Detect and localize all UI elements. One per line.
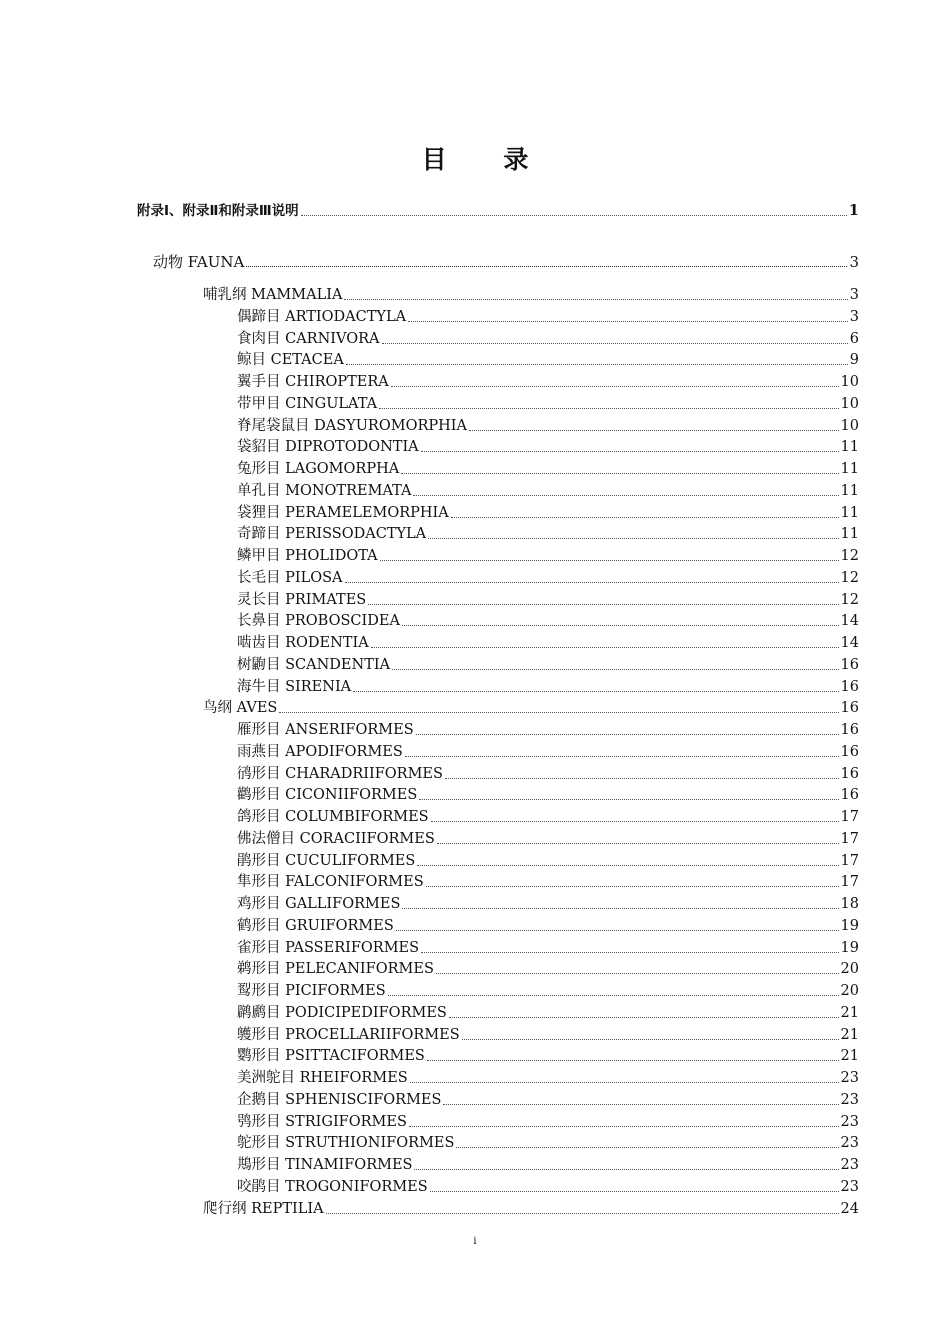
toc-entry[interactable] [237, 482, 859, 500]
toc-entry[interactable] [237, 417, 859, 435]
toc-entry[interactable] [237, 808, 859, 826]
toc-entry-title: 食肉目 CARNIVORA [237, 330, 380, 347]
toc-dot-leader [405, 756, 839, 757]
toc-entry[interactable] [237, 525, 859, 543]
toc-entry-page: 6 [849, 330, 859, 347]
toc-entry-page: 11 [840, 439, 859, 456]
toc-entry-title: 鹳形目 CICONIIFORMES [237, 787, 418, 804]
toc-entry-page: 3 [849, 308, 859, 325]
toc-entry-title: 附录Ⅰ、附录Ⅱ和附录Ⅲ说明 [137, 203, 299, 219]
toc-dot-leader [368, 604, 838, 605]
toc-entry-page: 12 [840, 569, 859, 586]
toc-entry-page: 20 [840, 961, 859, 978]
toc-dot-leader [279, 712, 838, 713]
toc-entry[interactable] [237, 1069, 859, 1087]
toc-entry-page: 16 [840, 678, 859, 695]
toc-entry[interactable] [237, 1004, 859, 1022]
toc-entry[interactable] [237, 1156, 859, 1174]
toc-dot-leader [430, 1191, 839, 1192]
toc-entry-page: 23 [840, 1113, 859, 1130]
toc-entry-title: 企鹅目 SPHENISCIFORMES [237, 1091, 442, 1108]
toc-dot-leader [382, 343, 848, 344]
toc-entry[interactable] [237, 895, 859, 913]
toc-entry[interactable] [237, 982, 859, 1000]
toc-dot-leader [401, 473, 838, 474]
toc-entry[interactable] [237, 460, 859, 478]
toc-dot-leader [388, 995, 839, 996]
toc-entry-page: 11 [840, 482, 859, 499]
toc-entry-page: 3 [849, 287, 859, 303]
toc-entry-title: 雨燕目 APODIFORMES [237, 743, 403, 760]
toc-entry[interactable] [237, 569, 859, 587]
toc-dot-leader [456, 1147, 838, 1148]
toc-entry-page: 9 [849, 352, 859, 369]
toc-dot-leader [419, 799, 838, 800]
toc-dot-leader [469, 430, 839, 431]
toc-dot-leader [408, 321, 848, 322]
toc-dot-leader [410, 1082, 839, 1083]
toc-dot-leader [345, 582, 839, 583]
toc-entry-page: 11 [840, 526, 859, 543]
toc-entry[interactable] [203, 286, 859, 304]
toc-dot-leader [413, 495, 838, 496]
toc-entry-title: 鹈形目 PELECANIFORMES [237, 961, 434, 978]
toc-dot-leader [409, 1126, 839, 1127]
toc-dot-leader [392, 669, 838, 670]
toc-entry-title: 翼手目 CHIROPTERA [237, 374, 389, 390]
toc-entry-page: 12 [840, 591, 859, 608]
toc-entry[interactable] [237, 1178, 859, 1196]
toc-dot-leader [371, 647, 839, 648]
toc-entry[interactable] [237, 873, 859, 891]
toc-entry-page: 18 [840, 896, 859, 912]
toc-entry-page: 20 [840, 983, 859, 999]
toc-entry-page: 3 [849, 253, 859, 271]
toc-entry[interactable] [237, 634, 859, 652]
toc-entry[interactable] [237, 830, 859, 848]
toc-entry-title: 隼形目 FALCONIFORMES [237, 874, 424, 891]
toc-dot-leader [428, 538, 838, 539]
toc-entry-title: 佛法僧目 CORACIIFORMES [237, 830, 435, 847]
toc-dot-leader [417, 865, 838, 866]
toc-dot-leader [326, 1213, 839, 1214]
toc-entry-page: 21 [840, 1004, 859, 1021]
toc-dot-leader [379, 408, 838, 409]
toc-entry-page: 16 [840, 700, 859, 717]
toc-entry-page: 14 [840, 613, 859, 630]
toc-entry-title: 䴙䴘目 PODICIPEDIFORMES [237, 1004, 447, 1021]
toc-entry-title: 单孔目 MONOTREMATA [237, 482, 412, 499]
toc-entry-title: 哺乳纲 MAMMALIA [203, 287, 343, 303]
toc-entry[interactable] [237, 939, 859, 957]
toc-entry-title: 鸻形目 CHARADRIIFORMES [237, 765, 443, 782]
toc-entry[interactable] [237, 721, 859, 739]
toc-entry[interactable] [237, 504, 859, 522]
toc-entry[interactable] [203, 1200, 859, 1218]
toc-entry-title: 袋貂目 DIPROTODONTIA [237, 439, 419, 456]
toc-entry-title: 树鼩目 SCANDENTIA [237, 656, 391, 673]
toc-dot-leader [414, 1169, 838, 1170]
toc-entry[interactable] [237, 351, 859, 369]
toc-entry-page: 16 [840, 656, 859, 673]
toc-entry-title: 鹤形目 GRUIFORMES [237, 917, 394, 934]
toc-entry[interactable] [237, 438, 859, 456]
toc-entry-page: 21 [840, 1048, 859, 1065]
toc-entry-page: 17 [840, 852, 859, 869]
toc-entry-page: 23 [840, 1135, 859, 1152]
toc-entry-title: 啮齿目 RODENTIA [237, 635, 369, 651]
toc-entry-page: 14 [840, 635, 859, 651]
toc-entry[interactable] [237, 308, 859, 326]
toc-entry-title: 鹦形目 PSITTACIFORMES [237, 1048, 425, 1065]
toc-entry-title: 鳞甲目 PHOLIDOTA [237, 548, 378, 564]
toc-entry[interactable] [237, 330, 859, 348]
toc-entry-page: 23 [840, 1157, 859, 1173]
toc-dot-leader [427, 1060, 839, 1061]
toc-dot-leader [443, 1104, 838, 1105]
toc-entry-page: 16 [840, 743, 859, 760]
toc-dot-leader [449, 1017, 839, 1018]
toc-entry[interactable] [237, 1091, 859, 1109]
toc-dot-leader [437, 843, 839, 844]
toc-dot-leader [301, 215, 847, 216]
toc-dot-leader [246, 266, 847, 267]
toc-entry-page: 24 [840, 1200, 859, 1217]
toc-entry-page: 16 [840, 722, 859, 738]
toc-entry-title: 鸵形目 STRUTHIONIFORMES [237, 1135, 455, 1152]
toc-entry-title: 灵长目 PRIMATES [237, 591, 367, 608]
toc-entry-title: 海牛目 SIRENIA [237, 678, 352, 695]
toc-entry-title: 䴕形目 PICIFORMES [237, 983, 386, 999]
toc-entry[interactable] [237, 960, 859, 978]
toc-dot-leader [426, 886, 839, 887]
toc-entry[interactable] [237, 591, 859, 609]
toc-dot-leader [431, 821, 839, 822]
toc-entry-page: 23 [840, 1070, 859, 1086]
toc-entry-title: 鸽形目 COLUMBIFORMES [237, 809, 429, 825]
toc-entry[interactable] [237, 786, 859, 804]
toc-entry[interactable] [237, 1134, 859, 1152]
toc-dot-leader [396, 930, 839, 931]
toc-entry-title: 袋狸目 PERAMELEMORPHIA [237, 504, 449, 521]
toc-entry-page: 23 [840, 1091, 859, 1108]
toc-entry[interactable] [237, 852, 859, 870]
toc-entry[interactable] [237, 1026, 859, 1044]
toc-entry-title: 爬行纲 REPTILIA [203, 1200, 324, 1217]
toc-entry[interactable] [153, 253, 859, 271]
toc-entry-page: 17 [840, 874, 859, 891]
toc-dot-leader [451, 517, 839, 518]
toc-entry[interactable] [237, 917, 859, 935]
toc-entry-title: 鹃形目 CUCULIFORMES [237, 852, 416, 869]
page-title: 目 录 [421, 145, 553, 174]
toc-entry[interactable] [237, 656, 859, 674]
toc-entry[interactable] [237, 612, 859, 630]
toc-entry-title: 偶蹄目 ARTIODACTYLA [237, 308, 407, 325]
toc-dot-leader [344, 299, 847, 300]
toc-entry-title: 鲸目 CETACEA [237, 352, 344, 369]
toc-entry-page: 10 [840, 374, 859, 390]
toc-entry[interactable] [237, 547, 859, 565]
toc-dot-leader [421, 451, 839, 452]
toc-entry[interactable] [237, 743, 859, 761]
toc-entry[interactable] [237, 678, 859, 696]
toc-entry-title: 䳍形目 TINAMIFORMES [237, 1157, 413, 1173]
toc-entry-page: 10 [840, 417, 859, 434]
toc-entry-page: 11 [840, 504, 859, 521]
toc-dot-leader [416, 734, 839, 735]
toc-entry[interactable] [203, 699, 859, 717]
toc-entry-page: 17 [840, 809, 859, 825]
toc-dot-leader [445, 778, 839, 779]
toc-entry-title: 动物 FAUNA [153, 253, 245, 271]
toc-dot-leader [436, 973, 839, 974]
toc-entry[interactable] [137, 202, 859, 220]
toc-dot-leader [421, 952, 838, 953]
toc-entry-title: 雀形目 PASSERIFORMES [237, 939, 420, 956]
toc-dot-leader [402, 908, 838, 909]
toc-entry-title: 带甲目 CINGULATA [237, 395, 378, 412]
toc-dot-leader [353, 691, 838, 692]
toc-entry[interactable] [237, 1047, 859, 1065]
toc-entry[interactable] [237, 1113, 859, 1131]
toc-entry-page: 19 [840, 917, 859, 934]
toc-dot-leader [462, 1039, 839, 1040]
toc-dot-leader [346, 364, 848, 365]
toc-entry-title: 长毛目 PILOSA [237, 569, 343, 586]
toc-entry-page: 12 [840, 548, 859, 564]
toc-entry-page: 19 [840, 939, 859, 956]
toc-dot-leader [380, 560, 839, 561]
toc-entry-page: 11 [840, 461, 859, 477]
toc-entry-title: 鹱形目 PROCELLARIIFORMES [237, 1026, 460, 1043]
toc-entry-page: 16 [840, 787, 859, 804]
toc-entry-page: 17 [840, 830, 859, 847]
page-number: i [473, 1236, 477, 1247]
toc-entry[interactable] [237, 765, 859, 783]
toc-entry-page: 16 [840, 765, 859, 782]
toc-entry-title: 奇蹄目 PERISSODACTYLA [237, 526, 427, 543]
toc-entry-title: 脊尾袋鼠目 DASYUROMORPHIA [237, 417, 467, 434]
toc-entry[interactable] [237, 373, 859, 391]
toc-entry-page: 23 [840, 1178, 859, 1195]
toc-entry-title: 鸟纲 AVES [203, 700, 278, 717]
toc-dot-leader [391, 386, 839, 387]
toc-entry-title: 咬鹃目 TROGONIFORMES [237, 1178, 428, 1195]
toc-entry-page: 21 [840, 1026, 859, 1043]
toc-entry[interactable] [237, 395, 859, 413]
toc-entry-title: 雁形目 ANSERIFORMES [237, 722, 414, 738]
toc-entry-title: 鸮形目 STRIGIFORMES [237, 1113, 407, 1130]
toc-entry-title: 鸡形目 GALLIFORMES [237, 896, 401, 912]
toc-entry-title: 美洲鸵目 RHEIFORMES [237, 1070, 408, 1086]
toc-dot-leader [402, 625, 839, 626]
toc-entry-page: 10 [840, 395, 859, 412]
toc-entry-page: 1 [848, 202, 859, 219]
toc-entry-title: 长鼻目 PROBOSCIDEA [237, 613, 400, 630]
toc-entry-title: 兔形目 LAGOMORPHA [237, 461, 400, 477]
